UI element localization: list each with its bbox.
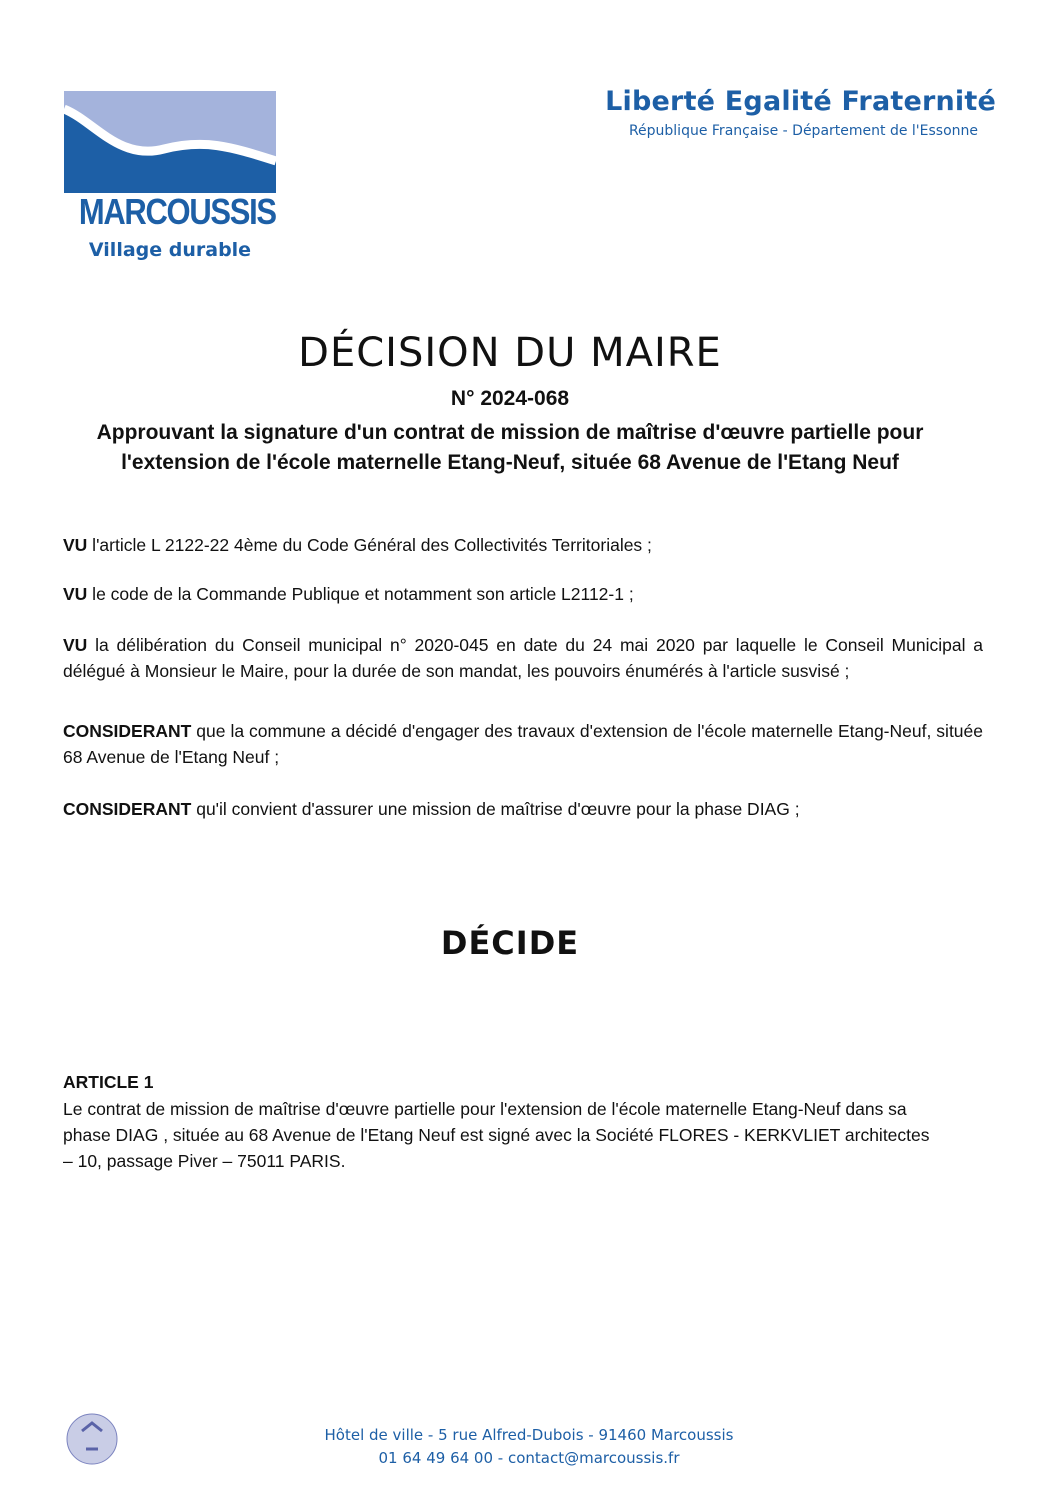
- footer-address: Hôtel de ville - 5 rue Alfred-Dubois - 91460 Marcoussis: [324, 1426, 734, 1444]
- consideration-lead: VU: [63, 584, 88, 604]
- consideration-text: la délibération du Conseil municipal n° 2020-045 en date du 24 mai 2020 par laquelle le Conseil Municipal a délégué à Monsieur le Maire, pour la durée de son mandat, les pouvoirs énumérés à l'article susvisé ;: [63, 635, 983, 681]
- consideration-lead: VU: [63, 535, 88, 555]
- decision-subject: [60, 418, 960, 478]
- article-1-line-2: phase DIAG , située au 68 Avenue de l'Etang Neuf est signé avec la Société FLORES - KERKVLIET architectes: [63, 1125, 930, 1145]
- decide-heading: DÉCIDE: [440, 924, 580, 962]
- subject-line-2: l'extension de l'école maternelle Etang-Neuf, située 68 Avenue de l'Etang Neuf: [121, 451, 899, 474]
- article-1-line-3: – 10, passage Piver – 75011 PARIS.: [63, 1151, 346, 1171]
- consideration-paragraph: [63, 581, 983, 607]
- logo-name: MARCOUSSIS: [78, 191, 276, 232]
- consideration-paragraph: [63, 718, 983, 770]
- decision-number: N° 2024-068: [450, 387, 570, 410]
- motto-sub: République Française - Département de l'Essonne: [628, 123, 978, 139]
- document-title: DÉCISION DU MAIRE: [298, 330, 722, 376]
- consideration-text: que la commune a décidé d'engager des travaux d'extension de l'école maternelle Etang-Neuf, située 68 Avenue de l'Etang Neuf ;: [63, 721, 983, 767]
- consideration-text: qu'il convient d'assurer une mission de maîtrise d'œuvre pour la phase DIAG ;: [191, 799, 800, 819]
- article-1-body: [63, 1096, 983, 1174]
- motto-main: Liberté Egalité Fraternité: [605, 86, 996, 117]
- article-1-line-1: Le contrat de mission de maîtrise d'œuvre partielle pour l'extension de l'école maternelle Etang-Neuf dans sa: [63, 1099, 907, 1119]
- consideration-lead: CONSIDERANT: [63, 799, 192, 819]
- consideration-paragraph: [63, 796, 983, 822]
- marcoussis-logo: [64, 91, 276, 266]
- consideration-paragraph: [63, 532, 983, 558]
- logo-wave-icon: [64, 91, 276, 193]
- republic-motto: [605, 86, 996, 139]
- consideration-lead: VU: [63, 635, 88, 655]
- consideration-lead: CONSIDERANT: [63, 721, 192, 741]
- consideration-paragraph: [63, 632, 983, 684]
- consideration-text: l'article L 2122-22 4ème du Code Général des Collectivités Territoriales ;: [87, 535, 652, 555]
- subject-line-1: Approuvant la signature d'un contrat de mission de maîtrise d'œuvre partielle pour: [96, 421, 924, 444]
- consideration-text: le code de la Commande Publique et notamment son article L2112-1 ;: [87, 584, 634, 604]
- footer-contact: 01 64 49 64 00 - contact@marcoussis.fr: [378, 1449, 680, 1467]
- logo-tagline: Village durable: [88, 239, 252, 261]
- article-1-label: ARTICLE 1: [63, 1072, 154, 1092]
